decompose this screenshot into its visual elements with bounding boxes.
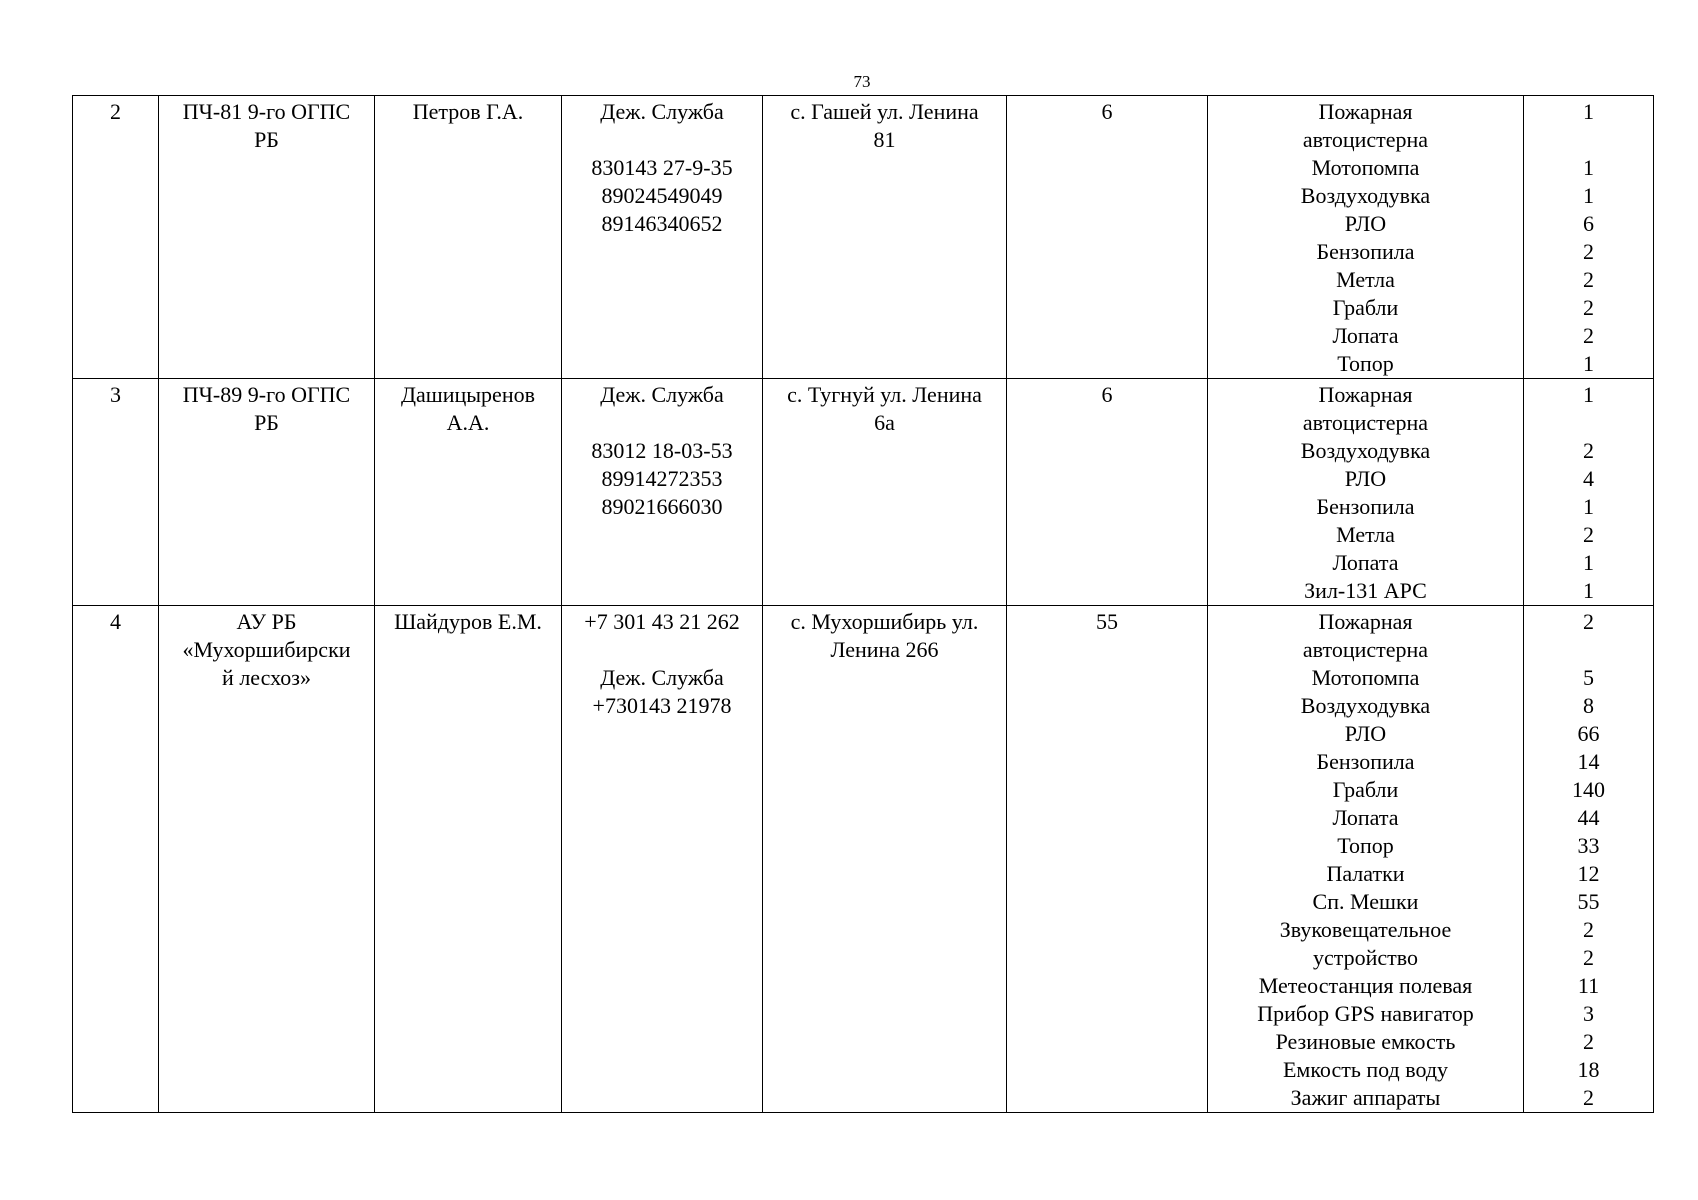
head-person-cell-line: А.А. <box>446 410 490 435</box>
quantity-cell-line: 4 <box>1583 466 1594 491</box>
staff-count-cell-value: 6 <box>1101 99 1113 124</box>
quantity-cell-line: 5 <box>1583 665 1594 690</box>
equipment-cell-line: Звуковещательное <box>1279 917 1452 942</box>
quantity-cell-line: 2 <box>1583 295 1594 320</box>
row-number-cell-value: 2 <box>110 99 121 124</box>
equipment-cell-line: Мотопомпа <box>1311 665 1420 690</box>
quantity-cell <box>1524 379 1654 606</box>
organization-cell <box>159 96 375 379</box>
contacts-cell <box>562 96 763 379</box>
equipment-cell-line: Емкость под воду <box>1282 1057 1449 1082</box>
quantity-cell-line: 44 <box>1577 805 1600 830</box>
head-person-cell <box>375 96 562 379</box>
contacts-cell-line: Деж. Служба <box>600 382 724 407</box>
quantity-cell <box>1524 96 1654 379</box>
quantity-cell-line: 66 <box>1577 721 1600 746</box>
contacts-cell-line: 89914272353 <box>601 466 723 491</box>
equipment-cell-line: Зил-131 АРС <box>1304 578 1427 603</box>
equipment-cell-line: Зажиг аппараты <box>1290 1085 1441 1110</box>
quantity-cell-line: 11 <box>1577 973 1600 998</box>
quantity-cell-line: 1 <box>1583 351 1594 376</box>
row-number-cell-value: 3 <box>110 382 121 407</box>
equipment-cell-line: Пожарная <box>1318 99 1413 124</box>
quantity-cell-line: 2 <box>1583 609 1594 634</box>
head-person-cell-line: Петров Г.А. <box>412 99 524 124</box>
quantity-cell-line: 2 <box>1583 1085 1594 1110</box>
staff-count-cell-value: 6 <box>1101 382 1113 407</box>
contacts-cell-line: +7 301 43 21 262 <box>584 609 740 634</box>
organization-cell-line: й лесхоз» <box>222 665 311 690</box>
staff-count-cell <box>1007 96 1208 379</box>
contacts-cell-line: 830143 27-9-35 <box>591 155 733 180</box>
quantity-cell-line: 18 <box>1577 1057 1600 1082</box>
equipment-cell-line: Метла <box>1336 522 1395 547</box>
quantity-cell-line: 1 <box>1583 99 1594 124</box>
address-cell-line: 81 <box>873 127 896 152</box>
quantity-cell-line: 8 <box>1583 693 1594 718</box>
organization-cell-line: «Мухоршибирски <box>182 637 351 662</box>
table-row <box>73 379 1654 606</box>
quantity-cell-line: 1 <box>1583 155 1594 180</box>
quantity-cell-line: 1 <box>1583 550 1594 575</box>
quantity-cell-line: 2 <box>1583 323 1594 348</box>
contacts-cell-line: Деж. Служба <box>600 665 724 690</box>
equipment-cell-line: автоцистерна <box>1302 127 1429 152</box>
quantity-cell-line: 2 <box>1583 522 1594 547</box>
quantity-cell-line: 1 <box>1583 183 1594 208</box>
organization-cell-line: ПЧ-81 9-го ОГПС <box>182 99 351 124</box>
address-cell-line: 6а <box>874 410 895 435</box>
organization-cell-line: АУ РБ <box>236 609 297 634</box>
organization-cell <box>159 606 375 1113</box>
address-cell <box>763 606 1007 1113</box>
contacts-cell <box>562 379 763 606</box>
equipment-cell-line: Грабли <box>1332 295 1399 320</box>
quantity-cell-line: 1 <box>1583 382 1594 407</box>
head-person-cell <box>375 379 562 606</box>
address-cell <box>763 96 1007 379</box>
contacts-cell-line: 89024549049 <box>601 183 723 208</box>
page-number: 73 <box>853 72 871 91</box>
equipment-cell-line: Мотопомпа <box>1311 155 1420 180</box>
contacts-cell-line: 89021666030 <box>601 494 723 519</box>
organization-cell-line: ПЧ-89 9-го ОГПС <box>182 382 351 407</box>
resources-table <box>72 95 1654 1113</box>
quantity-cell-line: 2 <box>1583 267 1594 292</box>
equipment-cell-line: Топор <box>1337 351 1394 376</box>
quantity-cell-line: 33 <box>1577 833 1600 858</box>
equipment-cell-line: Метла <box>1336 267 1395 292</box>
equipment-cell-line: РЛО <box>1344 721 1387 746</box>
equipment-cell-line: Сп. Мешки <box>1312 889 1419 914</box>
row-number-cell-value: 4 <box>110 609 121 634</box>
equipment-cell-line: Пожарная <box>1318 382 1413 407</box>
quantity-cell-line <box>1528 126 1649 154</box>
table-body <box>73 96 1654 1113</box>
quantity-cell-line: 1 <box>1583 494 1594 519</box>
quantity-cell-line: 140 <box>1572 777 1605 802</box>
organization-cell-line: РБ <box>254 127 279 152</box>
equipment-cell-line: Бензопила <box>1316 239 1415 264</box>
address-cell <box>763 379 1007 606</box>
quantity-cell-line: 2 <box>1583 917 1594 942</box>
equipment-cell-line: Резиновые емкость <box>1275 1029 1456 1054</box>
staff-count-cell <box>1007 606 1208 1113</box>
equipment-cell-line: РЛО <box>1344 211 1387 236</box>
staff-count-cell-value: 55 <box>1096 609 1118 634</box>
equipment-cell-line: автоцистерна <box>1302 410 1429 435</box>
row-number-cell <box>73 96 159 379</box>
quantity-cell-line: 6 <box>1583 211 1594 236</box>
quantity-cell-line: 2 <box>1583 1029 1594 1054</box>
quantity-cell-line: 2 <box>1583 438 1594 463</box>
equipment-cell-line: Топор <box>1337 833 1394 858</box>
quantity-cell-line: 12 <box>1577 861 1600 886</box>
quantity-cell-line: 2 <box>1583 945 1594 970</box>
staff-count-cell <box>1007 379 1208 606</box>
equipment-cell-line: Бензопила <box>1316 749 1415 774</box>
equipment-cell-line: Прибор GPS навигатор <box>1257 1001 1474 1026</box>
contacts-cell-line: +730143 21978 <box>592 693 732 718</box>
quantity-cell-line: 3 <box>1583 1001 1594 1026</box>
equipment-cell-line: Пожарная <box>1318 609 1413 634</box>
organization-cell-line: РБ <box>254 410 279 435</box>
contacts-cell-line <box>566 636 758 664</box>
table-row <box>73 606 1654 1113</box>
head-person-cell <box>375 606 562 1113</box>
row-number-cell <box>73 606 159 1113</box>
quantity-cell-line: 14 <box>1577 749 1600 774</box>
head-person-cell-line: Дашицыренов <box>401 382 535 407</box>
row-number-cell <box>73 379 159 606</box>
equipment-cell-line: Воздуходувка <box>1300 183 1431 208</box>
equipment-cell <box>1208 96 1524 379</box>
equipment-cell-line: устройство <box>1312 945 1419 970</box>
contacts-cell-line: 83012 18-03-53 <box>591 438 733 463</box>
equipment-cell-line: Лопата <box>1332 550 1399 575</box>
quantity-cell <box>1524 606 1654 1113</box>
table-row <box>73 96 1654 379</box>
equipment-cell-line: Палатки <box>1326 861 1405 886</box>
equipment-cell-line: Воздуходувка <box>1300 693 1431 718</box>
equipment-cell-line: Грабли <box>1332 777 1399 802</box>
organization-cell <box>159 379 375 606</box>
equipment-cell-line: Воздуходувка <box>1300 438 1431 463</box>
equipment-cell-line: Метеостанция полевая <box>1258 973 1473 998</box>
equipment-cell-line: автоцистерна <box>1302 637 1429 662</box>
contacts-cell <box>562 606 763 1113</box>
head-person-cell-line: Шайдуров Е.М. <box>394 609 542 634</box>
address-cell-line: Ленина 266 <box>830 637 939 662</box>
contacts-cell-line <box>566 409 758 437</box>
equipment-cell-line: Бензопила <box>1316 494 1415 519</box>
quantity-cell-line <box>1528 409 1649 437</box>
equipment-cell <box>1208 379 1524 606</box>
quantity-cell-line: 55 <box>1577 889 1600 914</box>
equipment-cell-line: Лопата <box>1332 805 1399 830</box>
contacts-cell-line <box>566 126 758 154</box>
address-cell-line: с. Тугнуй ул. Ленина <box>787 382 982 407</box>
equipment-cell-line: Лопата <box>1332 323 1399 348</box>
quantity-cell-line <box>1528 636 1649 664</box>
equipment-cell <box>1208 606 1524 1113</box>
quantity-cell-line: 1 <box>1583 578 1594 603</box>
address-cell-line: с. Гашей ул. Ленина <box>790 99 979 124</box>
contacts-cell-line: 89146340652 <box>601 211 723 236</box>
equipment-cell-line: РЛО <box>1344 466 1387 491</box>
contacts-cell-line: Деж. Служба <box>600 99 724 124</box>
quantity-cell-line: 2 <box>1583 239 1594 264</box>
address-cell-line: с. Мухоршибирь ул. <box>790 609 979 634</box>
